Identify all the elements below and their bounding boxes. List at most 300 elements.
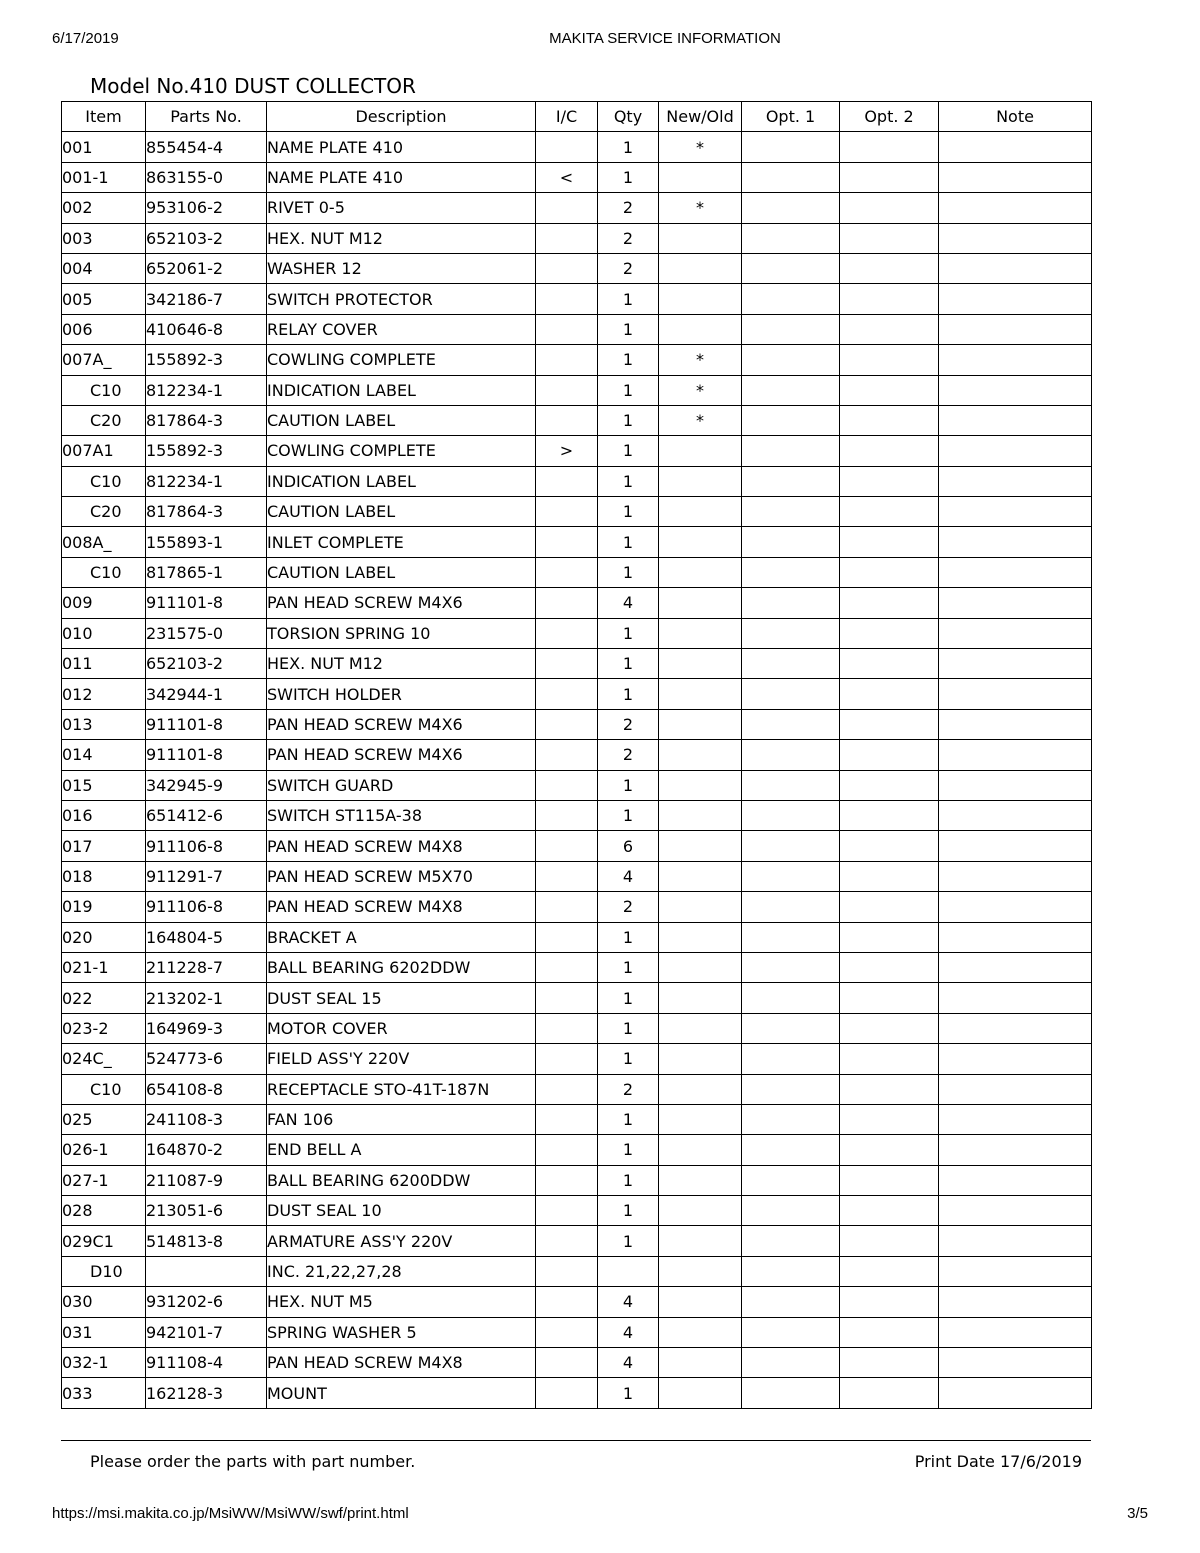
- cell-parts-no: 342945-9: [146, 770, 267, 800]
- cell-opt2: [840, 861, 939, 891]
- cell-opt2: [840, 284, 939, 314]
- cell-ic: [536, 1013, 598, 1043]
- cell-item: D10: [62, 1256, 146, 1286]
- cell-opt2: [840, 800, 939, 830]
- cell-item: 001: [62, 132, 146, 162]
- cell-new-old: [659, 800, 742, 830]
- cell-ic: [536, 497, 598, 527]
- cell-opt2: [840, 770, 939, 800]
- cell-note: [939, 1165, 1092, 1195]
- cell-item: 005: [62, 284, 146, 314]
- cell-ic: [536, 1165, 598, 1195]
- cell-new-old: [659, 770, 742, 800]
- cell-description: INLET COMPLETE: [267, 527, 536, 557]
- cell-opt1: [742, 253, 840, 283]
- cell-opt2: [840, 1196, 939, 1226]
- cell-ic: [536, 800, 598, 830]
- cell-opt1: [742, 831, 840, 861]
- table-row: [62, 1044, 1092, 1074]
- cell-parts-no: 911108-4: [146, 1348, 267, 1378]
- cell-new-old: [659, 831, 742, 861]
- cell-description: SWITCH PROTECTOR: [267, 284, 536, 314]
- cell-item: 007A_: [62, 345, 146, 375]
- cell-new-old: [659, 1104, 742, 1134]
- cell-qty: 2: [598, 253, 659, 283]
- cell-opt1: [742, 1044, 840, 1074]
- cell-qty: 1: [598, 375, 659, 405]
- cell-opt1: [742, 1104, 840, 1134]
- cell-parts-no: 911101-8: [146, 709, 267, 739]
- table-row: [62, 1135, 1092, 1165]
- cell-description: RECEPTACLE STO-41T-187N: [267, 1074, 536, 1104]
- cell-item: 028: [62, 1196, 146, 1226]
- cell-new-old: [659, 527, 742, 557]
- cell-item: 021-1: [62, 952, 146, 982]
- cell-opt1: [742, 770, 840, 800]
- cell-parts-no: 651412-6: [146, 800, 267, 830]
- cell-opt1: [742, 1348, 840, 1378]
- table-row: [62, 345, 1092, 375]
- table-row: [62, 740, 1092, 770]
- cell-description: TORSION SPRING 10: [267, 618, 536, 648]
- cell-opt1: [742, 952, 840, 982]
- cell-parts-no: 342944-1: [146, 679, 267, 709]
- cell-opt1: [742, 1226, 840, 1256]
- cell-ic: <: [536, 162, 598, 192]
- cell-description: RIVET 0-5: [267, 193, 536, 223]
- cell-new-old: *: [659, 405, 742, 435]
- table-header-row: [62, 102, 1092, 132]
- cell-opt2: [840, 193, 939, 223]
- table-row: [62, 892, 1092, 922]
- cell-description: PAN HEAD SCREW M4X8: [267, 1348, 536, 1378]
- cell-qty: 1: [598, 649, 659, 679]
- cell-parts-no: 164804-5: [146, 922, 267, 952]
- cell-ic: [536, 983, 598, 1013]
- cell-parts-no: 164969-3: [146, 1013, 267, 1043]
- cell-description: END BELL A: [267, 1135, 536, 1165]
- cell-item: 027-1: [62, 1165, 146, 1195]
- column-header-description: Description: [267, 102, 536, 132]
- cell-qty: 1: [598, 770, 659, 800]
- cell-opt1: [742, 375, 840, 405]
- column-header-opt2: Opt. 2: [840, 102, 939, 132]
- cell-opt2: [840, 436, 939, 466]
- table-row: [62, 497, 1092, 527]
- cell-qty: 2: [598, 1074, 659, 1104]
- cell-new-old: [659, 1013, 742, 1043]
- cell-ic: [536, 861, 598, 891]
- cell-ic: [536, 922, 598, 952]
- cell-new-old: [659, 740, 742, 770]
- cell-opt2: [840, 1013, 939, 1043]
- cell-qty: 1: [598, 1044, 659, 1074]
- cell-item: 015: [62, 770, 146, 800]
- cell-note: [939, 588, 1092, 618]
- table-row: [62, 709, 1092, 739]
- table-row: [62, 1013, 1092, 1043]
- footer-print-date: Print Date 17/6/2019: [914, 1452, 1082, 1471]
- cell-qty: 4: [598, 1348, 659, 1378]
- cell-qty: 1: [598, 132, 659, 162]
- cell-new-old: [659, 1165, 742, 1195]
- table-row: [62, 1074, 1092, 1104]
- cell-ic: [536, 1226, 598, 1256]
- model-title: Model No.410 DUST COLLECTOR: [90, 74, 416, 98]
- cell-opt2: [840, 1226, 939, 1256]
- cell-ic: [536, 952, 598, 982]
- table-row: [62, 527, 1092, 557]
- cell-description: BRACKET A: [267, 922, 536, 952]
- cell-ic: [536, 132, 598, 162]
- cell-description: PAN HEAD SCREW M4X8: [267, 831, 536, 861]
- cell-description: SPRING WASHER 5: [267, 1317, 536, 1347]
- cell-item: C10: [62, 466, 146, 496]
- cell-parts-no: 931202-6: [146, 1287, 267, 1317]
- footer-note: Please order the parts with part number.: [90, 1452, 416, 1471]
- cell-item: 014: [62, 740, 146, 770]
- cell-opt1: [742, 709, 840, 739]
- cell-note: [939, 1348, 1092, 1378]
- cell-ic: >: [536, 436, 598, 466]
- cell-item: 025: [62, 1104, 146, 1134]
- cell-opt1: [742, 892, 840, 922]
- table-row: [62, 1287, 1092, 1317]
- cell-opt1: [742, 1135, 840, 1165]
- cell-item: 010: [62, 618, 146, 648]
- cell-note: [939, 1378, 1092, 1408]
- cell-opt1: [742, 922, 840, 952]
- cell-item: C10: [62, 375, 146, 405]
- cell-opt1: [742, 162, 840, 192]
- cell-ic: [536, 405, 598, 435]
- table-row: [62, 557, 1092, 587]
- cell-new-old: [659, 618, 742, 648]
- cell-opt2: [840, 1378, 939, 1408]
- cell-item: 003: [62, 223, 146, 253]
- cell-note: [939, 223, 1092, 253]
- table-row: [62, 375, 1092, 405]
- cell-opt1: [742, 466, 840, 496]
- cell-note: [939, 466, 1092, 496]
- cell-note: [939, 527, 1092, 557]
- cell-description: COWLING COMPLETE: [267, 345, 536, 375]
- cell-note: [939, 1256, 1092, 1286]
- cell-description: RELAY COVER: [267, 314, 536, 344]
- table-row: [62, 861, 1092, 891]
- cell-new-old: [659, 922, 742, 952]
- cell-ic: [536, 193, 598, 223]
- cell-note: [939, 770, 1092, 800]
- cell-opt1: [742, 557, 840, 587]
- cell-note: [939, 1317, 1092, 1347]
- cell-opt2: [840, 679, 939, 709]
- cell-ic: [536, 375, 598, 405]
- cell-item: 030: [62, 1287, 146, 1317]
- cell-parts-no: 911106-8: [146, 831, 267, 861]
- cell-item: 002: [62, 193, 146, 223]
- cell-note: [939, 983, 1092, 1013]
- cell-new-old: [659, 709, 742, 739]
- cell-opt2: [840, 922, 939, 952]
- cell-opt1: [742, 800, 840, 830]
- cell-opt2: [840, 1287, 939, 1317]
- cell-description: DUST SEAL 15: [267, 983, 536, 1013]
- site-title: MAKITA SERVICE INFORMATION: [549, 30, 781, 47]
- cell-ic: [536, 345, 598, 375]
- cell-qty: 1: [598, 527, 659, 557]
- cell-ic: [536, 253, 598, 283]
- cell-item: 017: [62, 831, 146, 861]
- cell-parts-no: 817865-1: [146, 557, 267, 587]
- table-row: [62, 1226, 1092, 1256]
- page-number: 3/5: [1127, 1505, 1148, 1522]
- cell-opt2: [840, 223, 939, 253]
- cell-ic: [536, 679, 598, 709]
- cell-qty: 1: [598, 1196, 659, 1226]
- cell-qty: 1: [598, 952, 659, 982]
- cell-opt2: [840, 1104, 939, 1134]
- cell-qty: 1: [598, 983, 659, 1013]
- cell-opt2: [840, 497, 939, 527]
- cell-new-old: [659, 679, 742, 709]
- table-row: [62, 405, 1092, 435]
- cell-note: [939, 649, 1092, 679]
- cell-parts-no: 863155-0: [146, 162, 267, 192]
- cell-opt2: [840, 1165, 939, 1195]
- table-row: [62, 193, 1092, 223]
- cell-new-old: [659, 1226, 742, 1256]
- cell-new-old: [659, 649, 742, 679]
- cell-item: 022: [62, 983, 146, 1013]
- cell-description: COWLING COMPLETE: [267, 436, 536, 466]
- cell-qty: 1: [598, 618, 659, 648]
- cell-opt2: [840, 557, 939, 587]
- cell-new-old: [659, 1348, 742, 1378]
- cell-item: C20: [62, 405, 146, 435]
- table-row: [62, 466, 1092, 496]
- cell-parts-no: 155892-3: [146, 436, 267, 466]
- cell-ic: [536, 1135, 598, 1165]
- cell-ic: [536, 1378, 598, 1408]
- cell-ic: [536, 1044, 598, 1074]
- cell-new-old: [659, 284, 742, 314]
- cell-qty: 2: [598, 740, 659, 770]
- cell-opt1: [742, 527, 840, 557]
- cell-opt1: [742, 618, 840, 648]
- cell-new-old: [659, 1074, 742, 1104]
- cell-description: INDICATION LABEL: [267, 466, 536, 496]
- print-header: [0, 30, 1200, 50]
- cell-note: [939, 557, 1092, 587]
- cell-opt2: [840, 375, 939, 405]
- cell-note: [939, 405, 1092, 435]
- cell-qty: 2: [598, 892, 659, 922]
- cell-opt1: [742, 588, 840, 618]
- cell-opt1: [742, 132, 840, 162]
- cell-opt1: [742, 1317, 840, 1347]
- cell-qty: 4: [598, 1287, 659, 1317]
- table-row: [62, 132, 1092, 162]
- cell-parts-no: [146, 1256, 267, 1286]
- cell-opt2: [840, 132, 939, 162]
- cell-opt2: [840, 649, 939, 679]
- cell-parts-no: 213051-6: [146, 1196, 267, 1226]
- cell-opt2: [840, 1135, 939, 1165]
- cell-description: HEX. NUT M12: [267, 223, 536, 253]
- cell-qty: 1: [598, 345, 659, 375]
- cell-description: INC. 21,22,27,28: [267, 1256, 536, 1286]
- cell-note: [939, 1074, 1092, 1104]
- cell-opt2: [840, 405, 939, 435]
- cell-opt2: [840, 892, 939, 922]
- cell-ic: [536, 466, 598, 496]
- cell-ic: [536, 892, 598, 922]
- cell-qty: 1: [598, 497, 659, 527]
- cell-new-old: [659, 1135, 742, 1165]
- cell-opt1: [742, 497, 840, 527]
- cell-qty: 2: [598, 709, 659, 739]
- cell-qty: 1: [598, 405, 659, 435]
- cell-parts-no: 911291-7: [146, 861, 267, 891]
- cell-description: INDICATION LABEL: [267, 375, 536, 405]
- cell-opt1: [742, 679, 840, 709]
- cell-parts-no: 213202-1: [146, 983, 267, 1013]
- cell-note: [939, 132, 1092, 162]
- cell-new-old: [659, 1044, 742, 1074]
- table-row: [62, 314, 1092, 344]
- cell-description: PAN HEAD SCREW M5X70: [267, 861, 536, 891]
- cell-qty: 4: [598, 588, 659, 618]
- cell-ic: [536, 284, 598, 314]
- cell-opt2: [840, 588, 939, 618]
- cell-opt1: [742, 1287, 840, 1317]
- cell-parts-no: 817864-3: [146, 405, 267, 435]
- cell-note: [939, 193, 1092, 223]
- table-row: [62, 679, 1092, 709]
- column-header-parts-no: Parts No.: [146, 102, 267, 132]
- cell-description: PAN HEAD SCREW M4X6: [267, 740, 536, 770]
- cell-note: [939, 922, 1092, 952]
- cell-new-old: [659, 1317, 742, 1347]
- cell-ic: [536, 1196, 598, 1226]
- table-row: [62, 1378, 1092, 1408]
- cell-opt1: [742, 345, 840, 375]
- cell-new-old: [659, 253, 742, 283]
- cell-note: [939, 284, 1092, 314]
- cell-parts-no: 342186-7: [146, 284, 267, 314]
- cell-new-old: [659, 588, 742, 618]
- cell-parts-no: 211087-9: [146, 1165, 267, 1195]
- cell-ic: [536, 1104, 598, 1134]
- cell-description: FAN 106: [267, 1104, 536, 1134]
- cell-note: [939, 1287, 1092, 1317]
- cell-parts-no: 812234-1: [146, 466, 267, 496]
- parts-table: [61, 101, 1092, 1409]
- cell-description: MOTOR COVER: [267, 1013, 536, 1043]
- cell-qty: 2: [598, 223, 659, 253]
- cell-new-old: [659, 1287, 742, 1317]
- cell-opt2: [840, 1256, 939, 1286]
- cell-new-old: *: [659, 132, 742, 162]
- cell-note: [939, 253, 1092, 283]
- cell-parts-no: 231575-0: [146, 618, 267, 648]
- cell-opt2: [840, 253, 939, 283]
- cell-ic: [536, 1317, 598, 1347]
- cell-item: 024C_: [62, 1044, 146, 1074]
- cell-new-old: [659, 1196, 742, 1226]
- cell-parts-no: 211228-7: [146, 952, 267, 982]
- cell-description: SWITCH GUARD: [267, 770, 536, 800]
- cell-new-old: [659, 466, 742, 496]
- cell-ic: [536, 740, 598, 770]
- cell-item: 011: [62, 649, 146, 679]
- page-url: https://msi.makita.co.jp/MsiWW/MsiWW/swf/print.html: [52, 1505, 409, 1522]
- cell-parts-no: 953106-2: [146, 193, 267, 223]
- cell-qty: 1: [598, 679, 659, 709]
- cell-note: [939, 952, 1092, 982]
- cell-parts-no: 812234-1: [146, 375, 267, 405]
- table-row: [62, 800, 1092, 830]
- cell-note: [939, 1226, 1092, 1256]
- cell-parts-no: 817864-3: [146, 497, 267, 527]
- cell-ic: [536, 831, 598, 861]
- cell-note: [939, 800, 1092, 830]
- column-header-opt1: Opt. 1: [742, 102, 840, 132]
- column-header-ic: I/C: [536, 102, 598, 132]
- table-row: [62, 770, 1092, 800]
- cell-new-old: [659, 497, 742, 527]
- cell-opt1: [742, 1256, 840, 1286]
- cell-parts-no: 652103-2: [146, 223, 267, 253]
- cell-qty: 1: [598, 466, 659, 496]
- cell-item: 033: [62, 1378, 146, 1408]
- cell-opt2: [840, 952, 939, 982]
- cell-opt1: [742, 1165, 840, 1195]
- cell-note: [939, 314, 1092, 344]
- cell-description: HEX. NUT M12: [267, 649, 536, 679]
- cell-item: C10: [62, 1074, 146, 1104]
- cell-qty: 1: [598, 162, 659, 192]
- cell-parts-no: 241108-3: [146, 1104, 267, 1134]
- table-row: [62, 1104, 1092, 1134]
- cell-opt1: [742, 861, 840, 891]
- cell-item: 013: [62, 709, 146, 739]
- cell-ic: [536, 770, 598, 800]
- table-row: [62, 223, 1092, 253]
- cell-opt1: [742, 983, 840, 1013]
- cell-parts-no: 652103-2: [146, 649, 267, 679]
- table-row: [62, 588, 1092, 618]
- cell-qty: 1: [598, 314, 659, 344]
- footer-divider: [61, 1440, 1091, 1441]
- cell-new-old: [659, 1256, 742, 1286]
- cell-new-old: *: [659, 375, 742, 405]
- cell-description: BALL BEARING 6202DDW: [267, 952, 536, 982]
- cell-new-old: [659, 892, 742, 922]
- cell-parts-no: 911101-8: [146, 588, 267, 618]
- cell-qty: 1: [598, 1165, 659, 1195]
- cell-item: 019: [62, 892, 146, 922]
- table-row: [62, 1256, 1092, 1286]
- cell-qty: 4: [598, 861, 659, 891]
- cell-ic: [536, 557, 598, 587]
- cell-opt2: [840, 1317, 939, 1347]
- cell-parts-no: 911101-8: [146, 740, 267, 770]
- cell-ic: [536, 223, 598, 253]
- cell-parts-no: 410646-8: [146, 314, 267, 344]
- cell-parts-no: 164870-2: [146, 1135, 267, 1165]
